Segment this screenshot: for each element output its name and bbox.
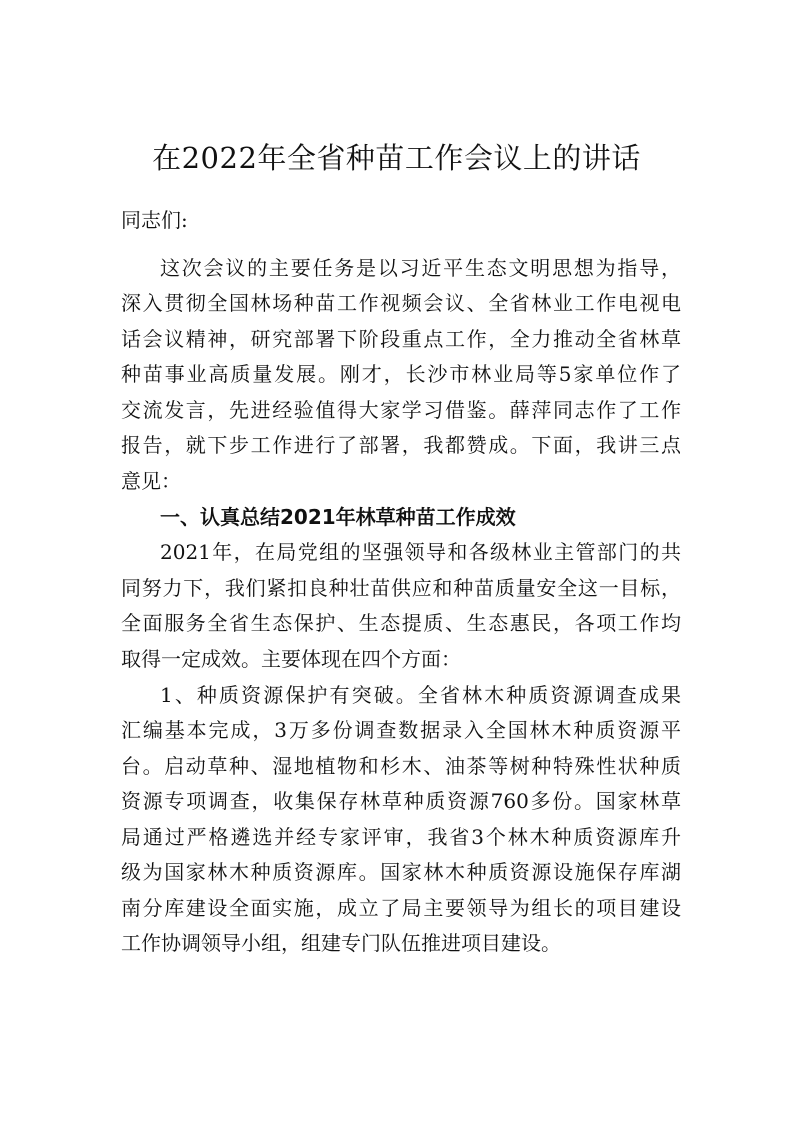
paragraph-line: 汇编基本完成，3万多份调查数据录入全国林木种质资源平 bbox=[121, 718, 681, 742]
paragraph-line: 级为国家林木种质资源库。国家林木种质资源设施保存库湖 bbox=[121, 860, 681, 884]
paragraph-line: 工作协调领导小组，组建专门队伍推进项目建设。 bbox=[121, 931, 561, 955]
paragraph-line: 交流发言，先进经验值得大家学习借鉴。薛萍同志作了工作 bbox=[121, 398, 681, 422]
paragraph-line: 同努力下，我们紧扣良种壮苗供应和种苗质量安全这一目标， bbox=[121, 576, 681, 600]
paragraph-line: 1、种质资源保护有突破。全省林木种质资源调查成果 bbox=[160, 683, 681, 707]
document-title: 在2022年全省种苗工作会议上的讲话 bbox=[152, 141, 641, 175]
paragraph-line: 局通过严格遴选并经专家评审，我省3个林木种质资源库升 bbox=[121, 825, 681, 849]
paragraph-line: 深入贯彻全国林场种苗工作视频会议、全省林业工作电视电 bbox=[121, 291, 681, 315]
paragraph-line: 南分库建设全面实施，成立了局主要领导为组长的项目建设 bbox=[121, 896, 681, 920]
greeting: 同志们: bbox=[121, 208, 188, 232]
paragraph-line: 全面服务全省生态保护、生态提质、生态惠民，各项工作均 bbox=[121, 611, 681, 635]
paragraph-line: 台。启动草种、湿地植物和杉木、油茶等树种特殊性状种质 bbox=[121, 754, 681, 778]
paragraph-line: 取得一定成效。主要体现在四个方面： bbox=[121, 647, 461, 671]
paragraph-line: 资源专项调查，收集保存林草种质资源760多份。国家林草 bbox=[121, 789, 681, 813]
section-heading-1: 一、认真总结2021年林草种苗工作成效 bbox=[160, 505, 516, 529]
paragraph-line: 这次会议的主要任务是以习近平生态文明思想为指导， bbox=[160, 256, 681, 280]
paragraph-line: 报告，就下步工作进行了部署，我都赞成。下面，我讲三点 bbox=[121, 433, 681, 457]
paragraph-line: 意见： bbox=[121, 469, 181, 493]
paragraph-line: 话会议精神，研究部署下阶段重点工作，全力推动全省林草 bbox=[121, 327, 681, 351]
paragraph-line: 种苗事业高质量发展。刚才，长沙市林业局等5家单位作了 bbox=[121, 362, 681, 386]
paragraph-line: 2021年，在局党组的坚强领导和各级林业主管部门的共 bbox=[160, 540, 681, 564]
